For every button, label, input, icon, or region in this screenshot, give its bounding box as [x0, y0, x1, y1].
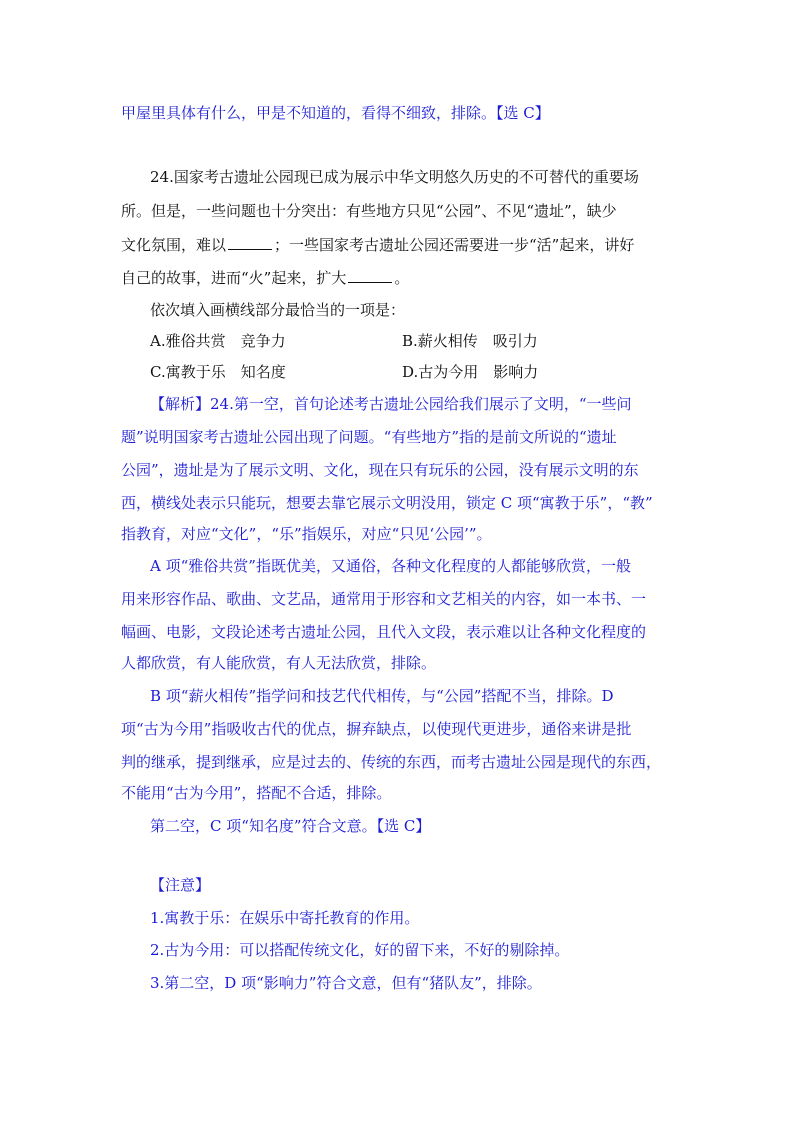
- analysis-line: 指教育，对应“文化”，“乐”指娱乐，对应“只见‘公园’”。: [121, 525, 492, 543]
- options-row-1: [150, 331, 538, 351]
- note-title: 【注意】: [150, 876, 211, 894]
- question-line-3-before-blank: 文化氛围，难以: [121, 236, 227, 254]
- analysis-line: 幅画、电影，文段论述考古遗址公园，且代入文段，表示难以让各种文化程度的: [121, 623, 647, 641]
- question-prompt: 依次填入画横线部分最恰当的一项是：: [150, 301, 406, 319]
- analysis-line: 西，横线处表示只能玩，想要去靠它展示文明没用，锁定 C 项“寓教于乐”，“教”: [121, 494, 653, 512]
- analysis-line: B 项“薪火相传”指学问和技艺代代相传，与“公园”搭配不当，排除。D: [150, 687, 614, 705]
- question-line-3: [121, 235, 634, 255]
- analysis-line: 人都欣赏，有人能欣赏，有人无法欣赏，排除。: [121, 654, 437, 672]
- option-d: D.古为今用 影响力: [402, 363, 539, 381]
- analysis-line: 题”说明国家考古遗址公园出现了问题。“有些地方”指的是前文所说的“遗址: [121, 428, 617, 446]
- question-line-4-before-blank: 自己的故事，进而“火”起来，扩大: [121, 269, 347, 287]
- option-b: B.薪火相传 吸引力: [402, 332, 538, 350]
- question-line-2: 所。但是，一些问题也十分突出：有些地方只见“公园”、不见“遗址”，缺少: [121, 202, 617, 220]
- analysis-line: 用来形容作品、歌曲、文艺品，通常用于形容和文艺相关的内容，如一本书、一: [121, 590, 647, 608]
- question-line-4-after-blank: 。: [394, 269, 410, 287]
- option-c: C.寓教于乐 知名度: [150, 363, 286, 381]
- options-row-2: [150, 362, 538, 382]
- note-item: 3.第二空，D 项“影响力”符合文意，但有“猪队友”，排除。: [150, 974, 542, 992]
- blank-1: [228, 235, 272, 250]
- option-a: A.雅俗共赏 竞争力: [150, 332, 286, 350]
- note-item: 1.寓教于乐：在娱乐中寄托教育的作用。: [150, 909, 420, 927]
- analysis-line: 【解析】24.第一空，首句论述考古遗址公园给我们展示了文明，“一些问: [150, 395, 632, 413]
- question-line-3-after-blank: ；一些国家考古遗址公园还需要进一步“活”起来，讲好: [274, 236, 635, 254]
- note-item: 2.古为今用：可以搭配传统文化，好的留下来，不好的剔除掉。: [150, 941, 570, 959]
- analysis-line: 项“古为今用”指吸收古代的优点，摒弃缺点，以使现代更进步，通俗来讲是批: [121, 720, 632, 738]
- analysis-line: A 项“雅俗共赏”指既优美，又通俗，各种文化程度的人都能够欣赏，一般: [150, 557, 631, 575]
- blank-2: [348, 268, 392, 283]
- analysis-line: 公园”，遗址是为了展示文明、文化，现在只有玩乐的公园，没有展示文明的东: [121, 461, 639, 479]
- analysis-line: 不能用“古为今用”，搭配不合适，排除。: [121, 784, 392, 802]
- question-line-1: 24.国家考古遗址公园现已成为展示中华文明悠久历史的不可替代的重要场: [150, 168, 639, 186]
- question-line-4: [121, 268, 409, 288]
- analysis-line: 判的继承，提到继承，应是过去的、传统的东西，而考古遗址公园是现代的东西，: [121, 753, 662, 771]
- analysis-conclusion: 第二空，C 项“知名度”符合文意。【选 C】: [150, 817, 431, 835]
- previous-conclusion: 甲屋里具体有什么，甲是不知道的，看得不细致，排除。【选 C】: [121, 104, 550, 122]
